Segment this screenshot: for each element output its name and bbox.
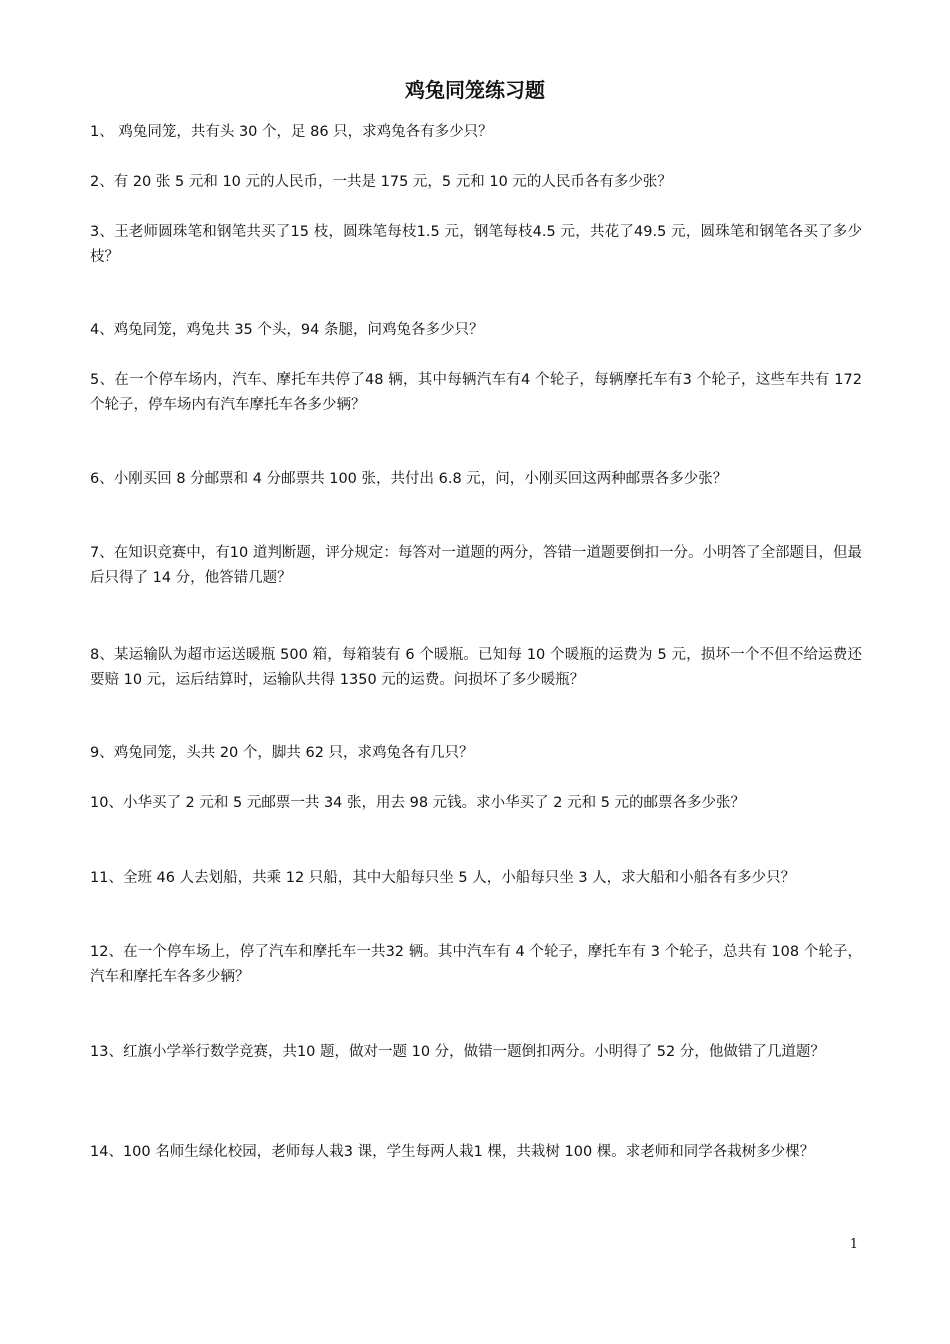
question-7: 7、在知识竞赛中，有10 道判断题，评分规定：每答对一道题的两分，答错一道题要倒扣一分。小明答了全部题目，但最后只得了 14 分，他答错几题？ bbox=[90, 545, 862, 586]
question-14: 14、100 名师生绿化校园，老师每人栽3 课，学生每两人栽1 棵，共栽树 100 棵。求老师和同学各栽树多少棵？ bbox=[90, 1144, 815, 1160]
question-12: 12、在一个停车场上，停了汽车和摩托车一共32 辆。其中汽车有 4 个轮子，摩托车有 3 个轮子，总共有 108 个轮子，汽车和摩托车各多少辆？ bbox=[90, 944, 862, 985]
question-8: 8、某运输队为超市运送暖瓶 500 箱，每箱装有 6 个暖瓶。已知每 10 个暖瓶的运费为 5 元，损坏一个不但不给运费还要赔 10 元，运后结算时，运输队共得 1350 元的运费。问损坏了多少暖瓶？ bbox=[90, 647, 862, 688]
question-5: 5、在一个停车场内，汽车、摩托车共停了48 辆，其中每辆汽车有4 个轮子，每辆摩托车有3 个轮子，这些车共有 172 个轮子，停车场内有汽车摩托车各多少辆？ bbox=[90, 372, 862, 413]
question-6: 6、小刚买回 8 分邮票和 4 分邮票共 100 张，共付出 6.8 元，问，小刚买回这两种邮票各多少张？ bbox=[90, 471, 728, 487]
document-title: 鸡兔同笼练习题 bbox=[405, 78, 545, 102]
question-9: 9、鸡兔同笼，头共 20 个，脚共 62 只，求鸡兔各有几只？ bbox=[90, 745, 474, 761]
question-13: 13、红旗小学举行数学竞赛，共10 题，做对一题 10 分，做错一题倒扣两分。小明得了 52 分，他做错了几道题？ bbox=[90, 1044, 825, 1060]
page-number: 1 bbox=[849, 1237, 858, 1252]
question-4: 4、鸡兔同笼，鸡兔共 35 个头，94 条腿，问鸡兔各多少只？ bbox=[90, 322, 484, 338]
question-1: 1、 鸡兔同笼，共有头 30 个，足 86 只，求鸡兔各有多少只？ bbox=[90, 124, 493, 140]
question-3: 3、王老师圆珠笔和钢笔共买了15 枝，圆珠笔每枝1.5 元，钢笔每枝4.5 元，共花了49.5 元，圆珠笔和钢笔各买了多少枝？ bbox=[90, 224, 862, 265]
question-10: 10、小华买了 2 元和 5 元邮票一共 34 张，用去 98 元钱。求小华买了 2 元和 5 元的邮票各多少张？ bbox=[90, 795, 746, 811]
question-11: 11、全班 46 人去划船，共乘 12 只船，其中大船每只坐 5 人，小船每只坐 3 人，求大船和小船各有多少只？ bbox=[90, 870, 796, 886]
question-2: 2、有 20 张 5 元和 10 元的人民币，一共是 175 元，5 元和 10 元的人民币各有多少张？ bbox=[90, 174, 672, 190]
